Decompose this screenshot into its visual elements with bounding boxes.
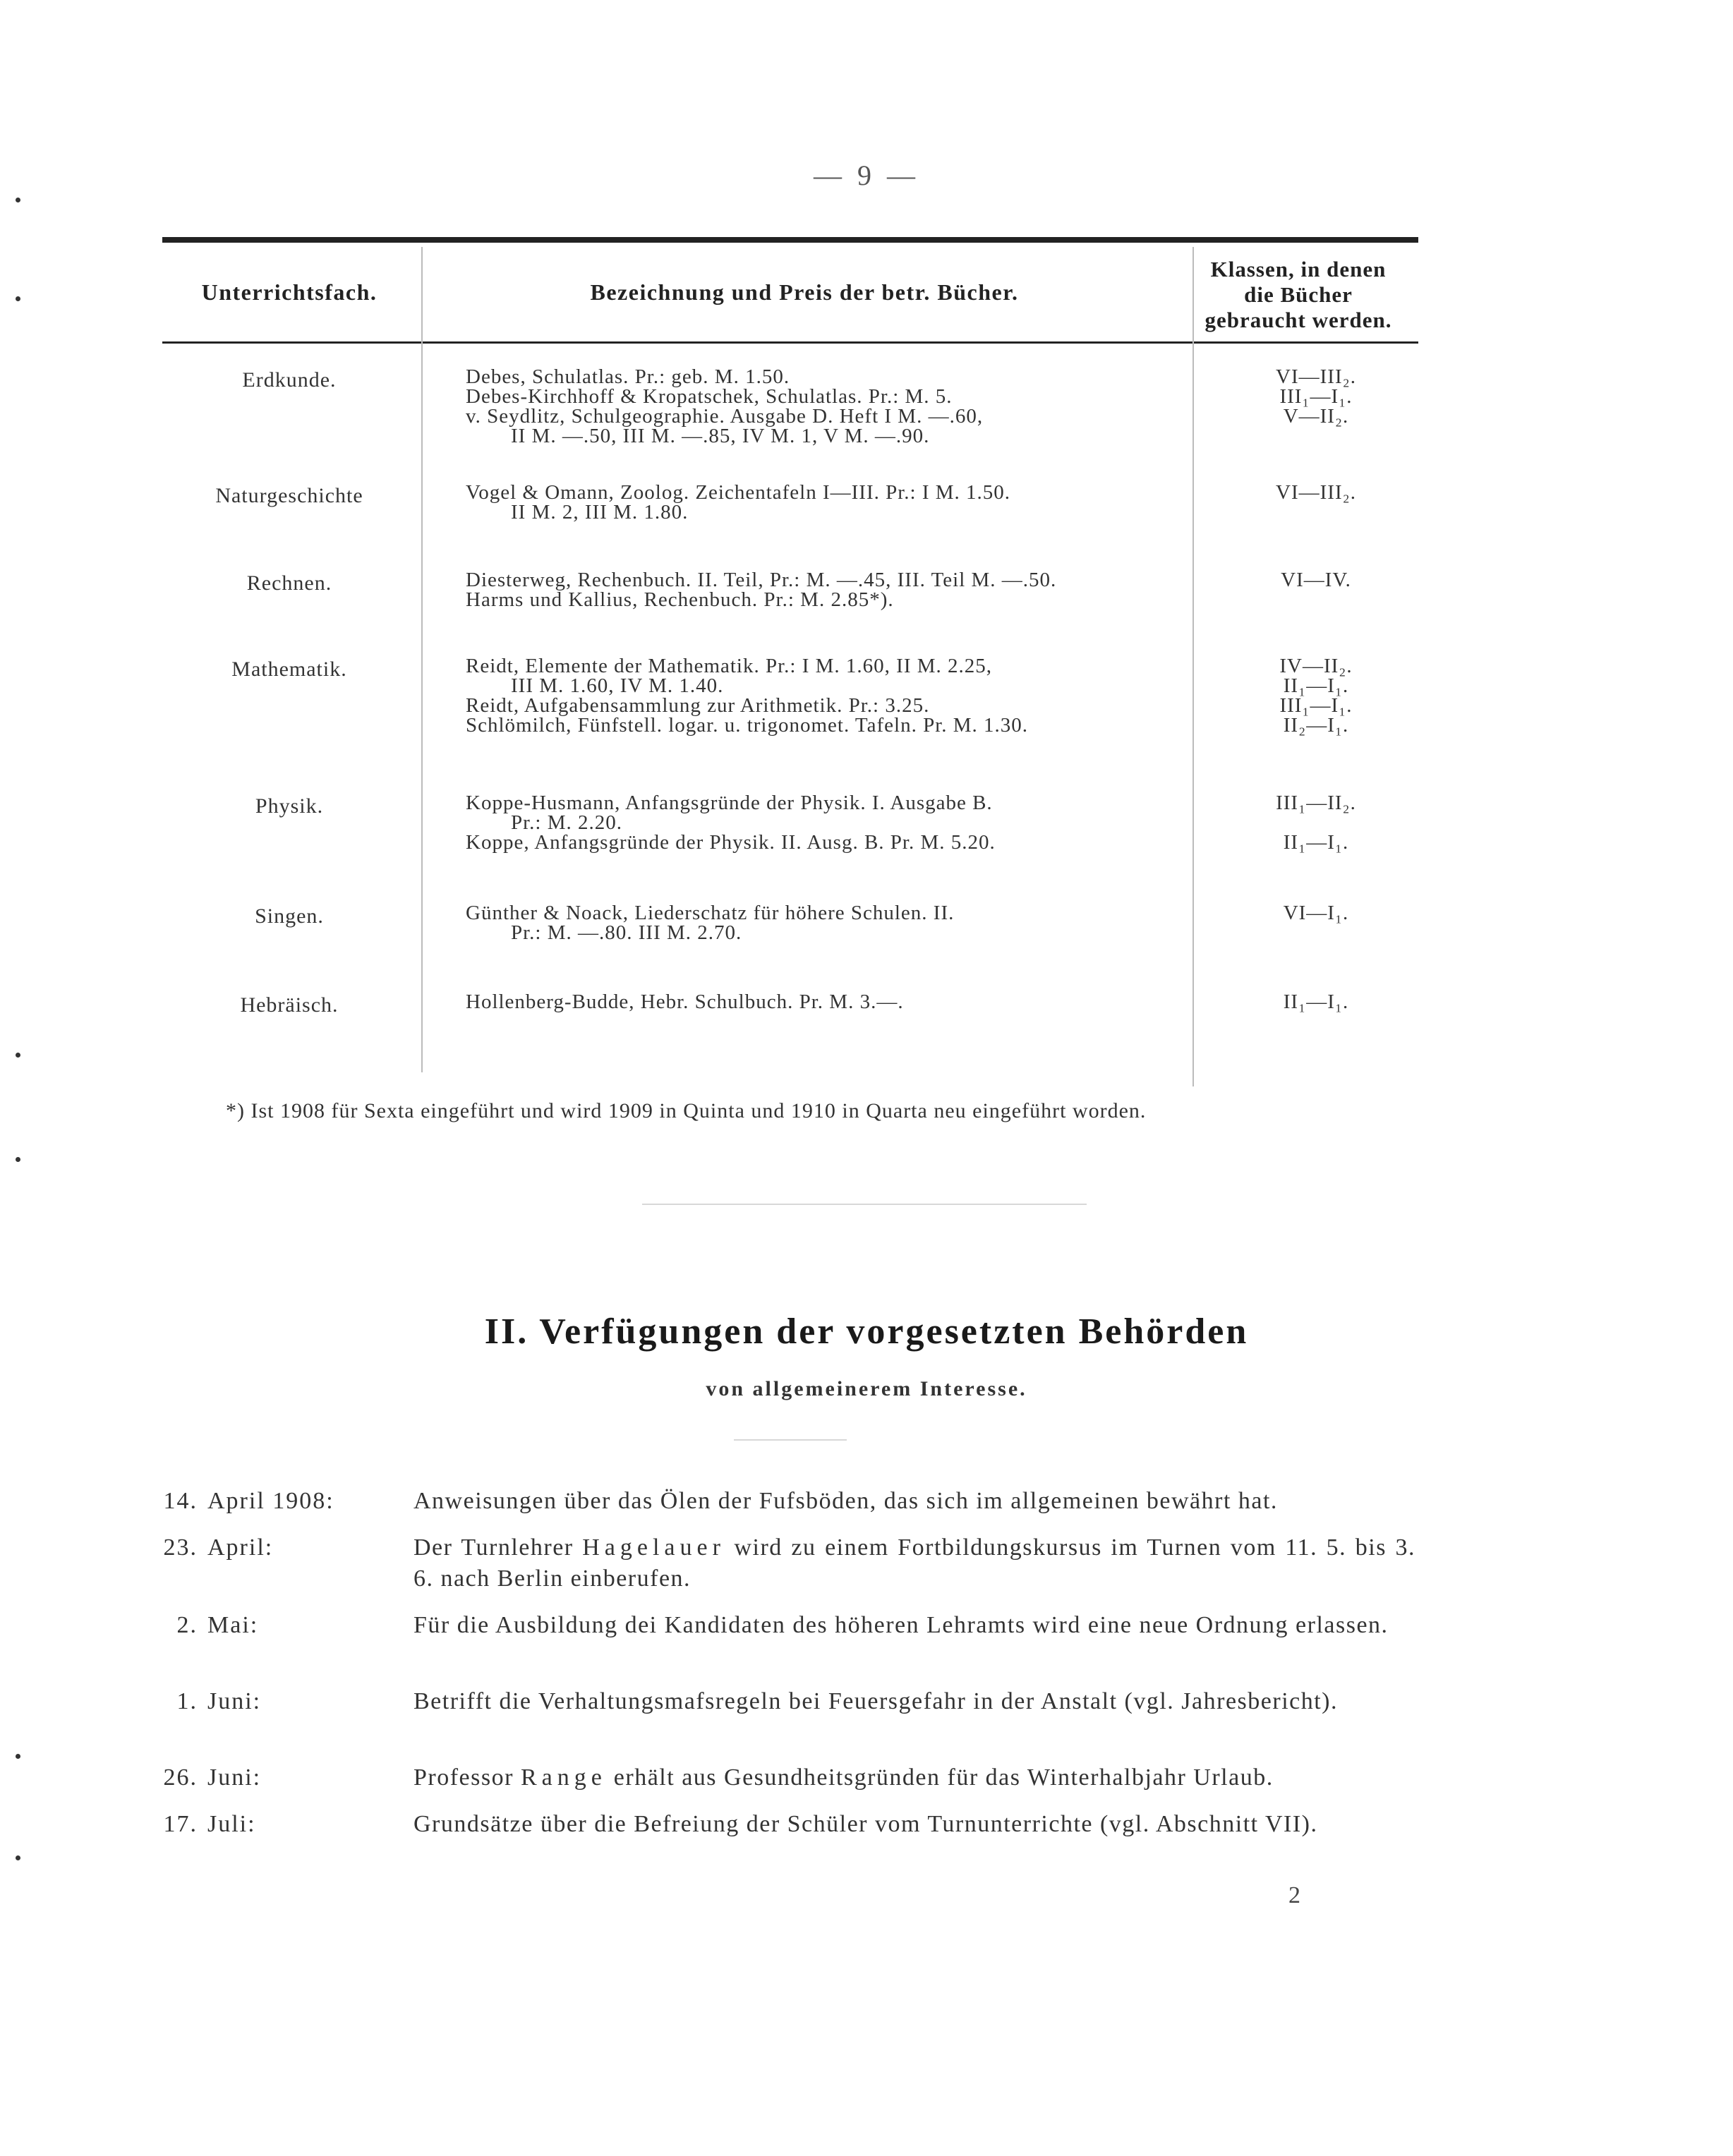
decree-text-before: Professor <box>413 1764 514 1791</box>
class-range: IV—II₂. <box>1279 655 1353 677</box>
decree-month: Juni: <box>207 1764 262 1791</box>
decree-text-before: Der Turnlehrer <box>413 1534 574 1561</box>
margin-speck <box>16 1754 20 1759</box>
decree-text <box>413 1762 1415 1793</box>
decree-text: Für die Ausbildung dei Kandidaten des höheren Lehramts wird eine neue Ordnung erlassen. <box>413 1612 1389 1638</box>
book-line: Schlömilch, Fünfstell. logar. u. trigonomet. Tafeln. Pr. M. 1.30. <box>466 714 1029 737</box>
row-books <box>466 367 1178 446</box>
decree-day: 26. <box>163 1764 198 1791</box>
column-divider <box>421 247 423 1072</box>
decree-date <box>141 1686 367 1717</box>
book-line: Koppe-Husmann, Anfangsgründe der Physik. I. Ausgabe B. <box>466 792 993 814</box>
row-books <box>466 656 1178 735</box>
class-range: III₁—I₁. <box>1279 385 1353 408</box>
header-classes-line: Klassen, in denen <box>1210 257 1387 281</box>
decree-month: Mai: <box>207 1612 259 1638</box>
row-classes <box>1200 992 1432 1012</box>
header-subject: Unterrichtsfach. <box>201 279 378 305</box>
book-line: Koppe, Anfangsgründe der Physik. II. Ausg. B. Pr. M. 5.20. <box>466 831 996 854</box>
book-line: Pr.: M. 2.20. <box>511 811 623 834</box>
class-range: VI—III₂. <box>1276 481 1356 504</box>
decree-month: April 1908: <box>207 1488 334 1514</box>
book-line: Diesterweg, Rechenbuch. II. Teil, Pr.: M. —.45, III. Teil M. —.50. <box>466 569 1057 591</box>
subtitle-divider <box>734 1439 847 1441</box>
row-books <box>466 570 1178 610</box>
book-line: Reidt, Aufgabensammlung zur Arithmetik. Pr.: 3.25. <box>466 694 930 717</box>
book-line: Günther & Noack, Liederschatz für höhere Schulen. II. <box>466 902 955 924</box>
row-subject: Singen. <box>255 904 324 928</box>
row-subject: Physik. <box>255 794 324 818</box>
row-subject: Hebräisch. <box>240 993 339 1017</box>
margin-speck <box>16 198 20 202</box>
decree-text-after: erhält aus Gesundheitsgründen für das Winterhalbjahr Urlaub. <box>613 1764 1274 1791</box>
class-range: V—II₂. <box>1283 405 1349 428</box>
margin-speck <box>16 296 20 301</box>
row-books <box>466 483 1178 522</box>
decree-text-after: wird zu einem Fortbildungskursus im Turnen vom 11. 5. bis 3. 6. nach Berlin einberufen. <box>413 1534 1416 1592</box>
decree-day: 2. <box>176 1612 198 1638</box>
row-books <box>466 793 1178 852</box>
row-classes <box>1200 570 1432 590</box>
book-line: Reidt, Elemente der Mathematik. Pr.: I M. 1.60, II M. 2.25, <box>466 655 993 677</box>
header-classes <box>1157 257 1439 333</box>
section-divider <box>642 1204 1087 1205</box>
book-line: Vogel & Omann, Zoolog. Zeichentafeln I—III. Pr.: I M. 1.50. <box>466 481 1011 504</box>
person-name: Range <box>520 1764 607 1791</box>
decree-text: Betrifft die Verhaltungsmafsregeln bei Feuersgefahr in der Anstalt (vgl. Jahresbericht). <box>413 1688 1338 1714</box>
row-books <box>466 903 1178 943</box>
decree-day: 1. <box>176 1688 198 1714</box>
class-range: VI—I₁. <box>1283 902 1349 924</box>
row-classes <box>1200 367 1432 426</box>
book-line: Harms und Kallius, Rechenbuch. Pr.: M. 2.85*). <box>466 588 894 611</box>
table-top-rule <box>162 237 1418 243</box>
section-title: II. Verfügungen der vorgesetzten Behörden <box>484 1312 1249 1352</box>
book-line: II M. 2, III M. 1.80. <box>511 501 689 523</box>
decree-day: 17. <box>163 1811 198 1837</box>
decree-day: 14. <box>163 1488 198 1514</box>
decree-day: 23. <box>163 1534 198 1561</box>
page-number: — 9 — <box>814 159 919 191</box>
decree-month: Juli: <box>207 1811 256 1837</box>
class-range: II₁—I₁. <box>1283 991 1349 1013</box>
decree-date <box>141 1610 367 1641</box>
header-classes-line: die Bücher <box>1244 282 1353 307</box>
book-line: III M. 1.60, IV M. 1.40. <box>511 674 724 697</box>
table-footnote: *) Ist 1908 für Sexta eingeführt und wird 1909 in Quinta und 1910 in Quarta neu eingeführt worden. <box>226 1099 1147 1122</box>
table-header-rule <box>162 341 1418 344</box>
row-subject: Erdkunde. <box>242 368 337 392</box>
book-line: Hollenberg-Budde, Hebr. Schulbuch. Pr. M. 3.—. <box>466 991 904 1013</box>
margin-speck <box>16 1855 20 1860</box>
decree-text: Anweisungen über das Ölen der Fufsböden, das sich im allgemeinen bewährt hat. <box>413 1488 1278 1514</box>
row-subject: Rechnen. <box>246 571 332 595</box>
margin-speck <box>16 1053 20 1058</box>
class-range: VI—III₂. <box>1276 365 1356 388</box>
section-subtitle: von allgemeinerem Interesse. <box>706 1377 1027 1400</box>
class-range: II₁—I₁. <box>1283 831 1349 854</box>
row-classes <box>1200 793 1432 852</box>
column-divider <box>1192 247 1194 1086</box>
row-subject: Naturgeschichte <box>215 484 363 507</box>
book-line: Pr.: M. —.80. III M. 2.70. <box>511 921 742 944</box>
row-subject: Mathematik. <box>231 658 347 681</box>
sheet-signature-number: 2 <box>1288 1882 1300 1908</box>
header-books: Bezeichnung und Preis der betr. Bücher. <box>590 279 1019 305</box>
decree-text <box>413 1532 1415 1594</box>
book-line: Debes, Schulatlas. Pr.: geb. M. 1.50. <box>466 365 790 388</box>
book-line: v. Seydlitz, Schulgeographie. Ausgabe D. Heft I M. —.60, <box>466 405 984 428</box>
decree-date <box>141 1762 367 1793</box>
header-classes-line: gebraucht werden. <box>1204 308 1392 332</box>
row-classes <box>1200 483 1432 502</box>
class-range: II₁—I₁. <box>1283 674 1349 697</box>
row-classes <box>1200 656 1432 735</box>
decree-date <box>141 1532 367 1563</box>
class-range: III₁—II₂. <box>1276 792 1356 814</box>
decree-month: April: <box>207 1534 274 1561</box>
decree-text: Grundsätze über die Befreiung der Schüler vom Turnunterrichte (vgl. Abschnitt VII). <box>413 1811 1318 1837</box>
margin-speck <box>16 1157 20 1162</box>
class-range: VI—IV. <box>1281 569 1351 591</box>
decree-month: Juni: <box>207 1688 262 1714</box>
row-books <box>466 992 1178 1012</box>
decree-date <box>141 1486 367 1517</box>
row-classes <box>1200 903 1432 923</box>
class-range: III₁—I₁. <box>1279 694 1353 717</box>
book-line: II M. —.50, III M. —.85, IV M. 1, V M. —.90. <box>511 425 930 447</box>
class-range-spacer <box>1200 813 1432 832</box>
person-name: Hagelauer <box>582 1534 725 1561</box>
class-range: II₂—I₁. <box>1283 714 1349 737</box>
book-line: Debes-Kirchhoff & Kropatschek, Schulatlas. Pr.: M. 5. <box>466 385 953 408</box>
decree-date <box>141 1809 367 1840</box>
